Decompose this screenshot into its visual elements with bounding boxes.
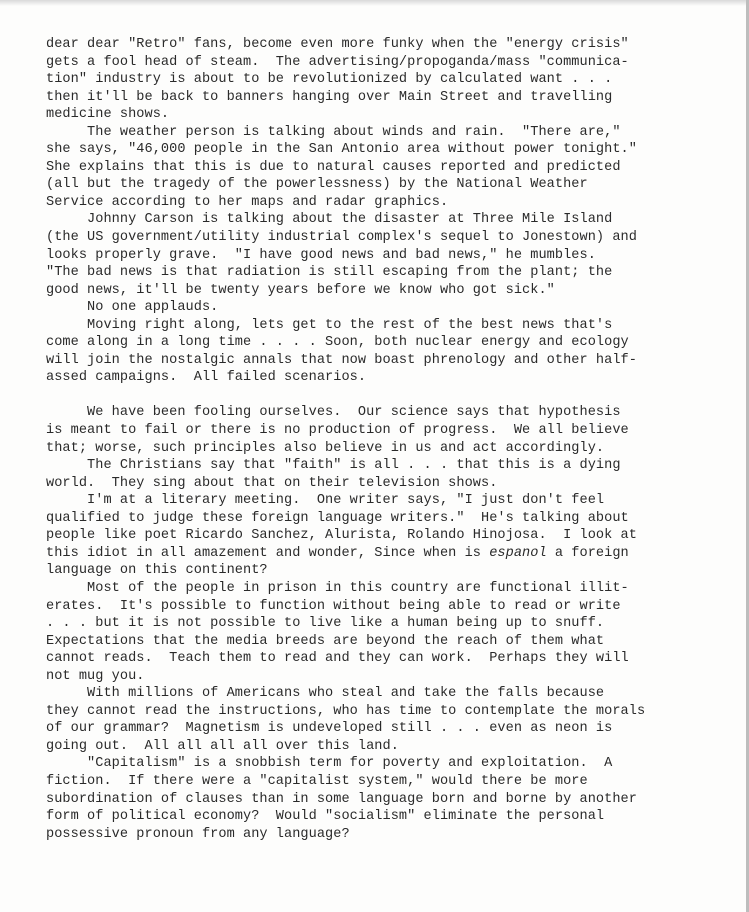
text-line: subordination of clauses than in some language born and borne by another	[46, 791, 637, 807]
text-line: (all but the tragedy of the powerlessness) by the National Weather	[46, 177, 588, 193]
text-line: She explains that this is due to natural causes reported and predicted	[46, 159, 621, 175]
text-line: come along in a long time . . . . Soon, both nuclear energy and ecology	[46, 335, 629, 351]
page-body-text	[46, 36, 706, 843]
text-line: then it'll be back to banners hanging over Main Street and travelling	[46, 89, 613, 105]
text-segment: this idiot in all amazement and wonder, Since when is	[46, 545, 490, 561]
text-line: Most of the people in prison in this country are functional illit-	[46, 580, 629, 596]
text-line: tion" industry is about to be revolutionized by calculated want . . .	[46, 72, 613, 88]
text-line: "The bad news is that radiation is still escaping from the plant; the	[46, 265, 613, 281]
text-line: world. They sing about that on their television shows.	[46, 475, 498, 491]
text-line: looks properly grave. "I have good news and bad news," he mumbles.	[46, 247, 596, 263]
text-line: Moving right along, lets get to the rest of the best news that's	[46, 317, 613, 333]
text-line: form of political economy? Would "socialism" eliminate the personal	[46, 809, 605, 825]
text-line: qualified to judge these foreign language writers." He's talking about	[46, 510, 629, 526]
text-line: . . . but it is not possible to live like a human being up to snuff.	[46, 616, 605, 632]
text-line-espanol	[46, 545, 706, 563]
text-line: (the US government/utility industrial complex's sequel to Jonestown) and	[46, 230, 637, 246]
text-line: We have been fooling ourselves. Our science says that hypothesis	[46, 405, 621, 421]
paragraph-gap	[46, 387, 706, 405]
text-line: is meant to fail or there is no production of progress. We all believe	[46, 423, 629, 439]
text-line: good news, it'll be twenty years before we know who got sick."	[46, 282, 555, 298]
text-line: she says, "46,000 people in the San Antonio area without power tonight."	[46, 142, 637, 158]
text-line: With millions of Americans who steal and take the falls because	[46, 686, 605, 702]
text-line: Service according to her maps and radar graphics.	[46, 194, 449, 210]
text-segment: a foreign	[546, 545, 629, 561]
text-line: assed campaigns. All failed scenarios.	[46, 370, 367, 386]
text-line: cannot reads. Teach them to read and they can work. Perhaps they will	[46, 651, 629, 667]
text-line: fiction. If there were a "capitalist system," would there be more	[46, 773, 588, 789]
text-line: erates. It's possible to function without being able to read or write	[46, 598, 621, 614]
text-line: going out. All all all all over this land.	[46, 738, 399, 754]
text-line: they cannot read the instructions, who has time to contemplate the morals	[46, 703, 646, 719]
text-line: not mug you.	[46, 668, 145, 684]
text-line: medicine shows.	[46, 107, 170, 123]
text-line: possessive pronoun from any language?	[46, 826, 350, 842]
text-line: of our grammar? Magnetism is undeveloped still . . . even as neon is	[46, 721, 613, 737]
text-line: "Capitalism" is a snobbish term for poverty and exploitation. A	[46, 756, 613, 772]
text-line: that; worse, such principles also believe in us and act accordingly.	[46, 440, 605, 456]
text-line: gets a fool head of steam. The advertising/propoganda/mass "communica-	[46, 54, 629, 70]
text-line: will join the nostalgic annals that now boast phrenology and other half-	[46, 352, 637, 368]
text-line: The weather person is talking about winds and rain. "There are,"	[46, 124, 621, 140]
text-line: dear dear "Retro" fans, become even more funky when the "energy crisis"	[46, 37, 629, 52]
text-line: language on this continent?	[46, 563, 268, 579]
text-line: people like poet Ricardo Sanchez, Alurista, Rolando Hinojosa. I look at	[46, 528, 637, 544]
text-line: No one applauds.	[46, 300, 219, 316]
text-line: I'm at a literary meeting. One writer says, "I just don't feel	[46, 493, 605, 509]
text-line: Johnny Carson is talking about the disaster at Three Mile Island	[46, 212, 613, 228]
page-top-edge	[0, 0, 749, 6]
text-line: The Christians say that "faith" is all . . . that this is a dying	[46, 458, 621, 474]
italic-word-espanol: espanol	[489, 545, 547, 561]
text-line: Expectations that the media breeds are beyond the reach of them what	[46, 633, 605, 649]
